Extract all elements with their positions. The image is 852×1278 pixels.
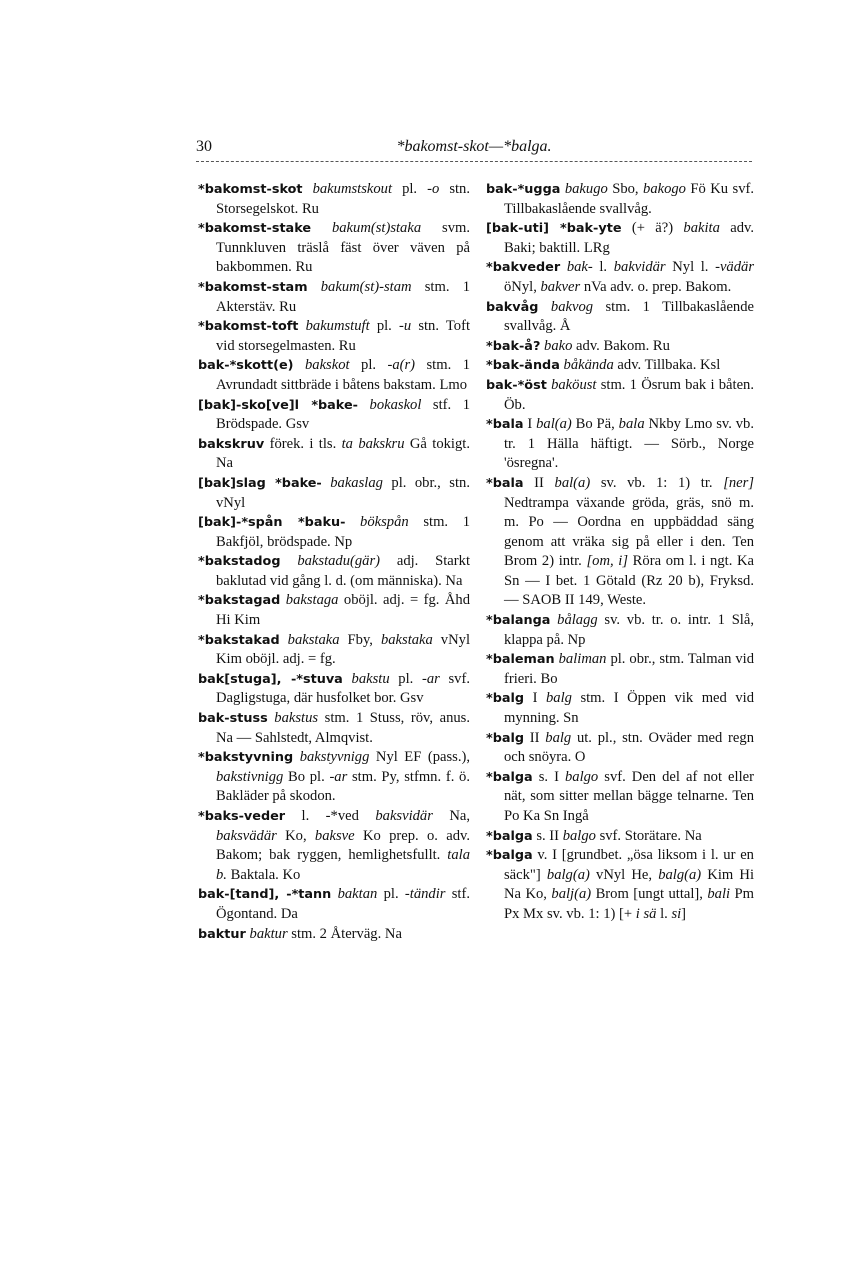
- entry-headword: *bak-ända: [486, 358, 560, 374]
- entry-headword: [bak]slag *bake-: [198, 475, 322, 491]
- entry-text: svf. Dagligstuga, där husfolket bor. Gsv: [216, 670, 470, 707]
- entry-dialect-form: tala b.: [216, 847, 470, 883]
- entry-dialect-form: bakver: [540, 278, 581, 295]
- entry-text: s. II: [536, 827, 563, 844]
- dictionary-entry: [198, 591, 470, 630]
- entry-dialect-form: bakum(st)-stam: [320, 278, 412, 295]
- entry-headword: bak-stuss: [198, 711, 268, 727]
- dictionary-entry: [198, 709, 470, 748]
- dictionary-entry: [198, 885, 470, 924]
- running-head: *bakomst-skot—*balga.: [396, 138, 552, 155]
- dictionary-entry: [486, 258, 754, 297]
- entry-text: stm. 2 Återväg. Na: [287, 925, 402, 942]
- dictionary-entry: [486, 846, 754, 924]
- entry-text: svf. Den del af not eller nät, som sitter mellan bägge telnarne. Ten Po Ka Sn Ingå: [504, 768, 754, 824]
- entry-text: Pm Px Mx sv. vb. 1: 1) [+: [504, 886, 754, 922]
- entry-dialect-form: si: [671, 905, 682, 922]
- entry-dialect-form: baktan: [337, 886, 378, 903]
- entry-text: pl.: [389, 670, 422, 687]
- entry-text: pl.: [377, 886, 405, 903]
- entry-dialect-form: bakstaga: [285, 592, 339, 609]
- entry-text: l.: [656, 905, 672, 922]
- entry-dialect-form: -ar: [421, 670, 440, 687]
- entry-dialect-form: bakugo: [564, 181, 608, 197]
- header-rule: [196, 161, 752, 162]
- dictionary-entry: [486, 298, 754, 337]
- entry-text: Nyl EF (pass.),: [369, 749, 470, 766]
- entry-dialect-form: balg(a): [658, 866, 702, 883]
- dictionary-entry: [198, 317, 470, 356]
- entry-dialect-form: balgo: [564, 768, 599, 785]
- dictionary-entry: [486, 827, 754, 847]
- dictionary-entry: [198, 278, 470, 317]
- entry-text: Gå tokigt. Na: [216, 435, 470, 472]
- entry-text: nVa adv. o. prep. Bakom.: [580, 278, 732, 295]
- entry-headword: *balga: [486, 828, 533, 844]
- entry-text: stf. 1 Brödspade. Gsv: [216, 396, 470, 433]
- entry-dialect-form: baksvidär: [375, 808, 433, 824]
- entry-text: pl.: [392, 181, 428, 197]
- dictionary-entry: [486, 729, 754, 768]
- entry-headword: *bakstadog: [198, 554, 281, 570]
- entry-text: stm. I Öppen vik med vid mynning. Sn: [504, 690, 754, 727]
- entry-text: stn. Storsegelskot. Ru: [216, 181, 470, 217]
- entry-headword: [bak]-*spån *baku-: [198, 515, 346, 531]
- entry-text: Nkby Lmo sv. vb. tr. 1 Hälla häftigt. — Sörb., Norge 'ösregna'.: [504, 416, 754, 472]
- entry-dialect-form: balg: [545, 729, 572, 746]
- dictionary-entry: [486, 768, 754, 827]
- entry-text: l.: [592, 259, 614, 276]
- entry-dialect-form: baksvädär: [216, 827, 277, 844]
- entry-headword: *balanga: [486, 613, 551, 629]
- entry-text: stf. Ögontand. Da: [216, 886, 470, 922]
- entry-text: Kim Hi Na Ko,: [504, 866, 754, 903]
- entry-dialect-form: bakstu: [351, 670, 390, 687]
- entry-dialect-form: bakogo: [643, 181, 686, 197]
- entry-dialect-form: båkända: [563, 357, 614, 374]
- dictionary-entry: [486, 689, 754, 728]
- entry-dialect-form: bakstivnigg: [216, 768, 284, 785]
- entry-text: sv. vb. 1: 1) tr.: [590, 474, 724, 491]
- page-header: [196, 138, 752, 160]
- entry-headword: bakskruv: [198, 436, 265, 452]
- entry-text: Ko prep. o. adv. Bakom; bak ryggen, hemlighetsfullt.: [216, 827, 470, 864]
- entry-text: Nedtrampa växande gröda, gräs, snö m. m. Po — Oordna en uppbäddad säng genom att vräka sig på eller i den. Ten Brom 2) intr.: [504, 494, 754, 570]
- entry-text: pl. obr., stn. vNyl: [216, 474, 470, 511]
- dictionary-entry: [486, 356, 754, 376]
- entry-text: Röra om l. i ngt. Ka Sn — I bet. 1 Götald (Rz 20 b), Fryksd. — SAOB II 149, Weste.: [504, 553, 755, 609]
- entry-text: stm. 1 Ösrum bak i båten. Öb.: [504, 376, 754, 413]
- entry-text: II: [529, 729, 546, 746]
- entry-dialect-form: bakaslag: [330, 474, 383, 491]
- entry-text: I: [532, 690, 546, 707]
- entry-dialect-form: bakvidär: [613, 259, 666, 276]
- entry-dialect-form: balgo: [562, 827, 596, 844]
- dictionary-entry: [198, 474, 470, 513]
- entry-dialect-form: baköust: [551, 376, 597, 393]
- dictionary-entry: [198, 435, 470, 474]
- entry-dialect-form: bålagg: [557, 612, 598, 629]
- entry-dialect-form: -u: [398, 318, 412, 335]
- dictionary-entry: [486, 376, 754, 415]
- entry-text: adv. Tillbaka. Ksl: [613, 357, 721, 374]
- entry-dialect-form: -vädär: [715, 259, 755, 276]
- entry-dialect-form: bökspån: [360, 514, 409, 531]
- entry-headword: bak-[tand], -*tann: [198, 887, 332, 903]
- entry-dialect-form: bakstyvnigg: [299, 749, 370, 766]
- entry-headword: [bak]-sko[ve]l *bake-: [198, 397, 358, 413]
- dictionary-entry: [486, 180, 754, 219]
- entry-text: stm. 1 Stuss, röv, anus. Na — Sahlstedt, Almqvist.: [216, 710, 470, 746]
- entry-text: pl. obr., stm. Talman vid frieri. Bo: [504, 651, 754, 687]
- entry-text: Bo Pä,: [571, 416, 619, 433]
- entry-text: vNyl He,: [589, 866, 659, 883]
- dictionary-entry: [486, 337, 754, 357]
- entry-dialect-form: [ner]: [723, 474, 754, 491]
- entry-text: svm. Tunnkluven träslå fäst över väven på bakbommen. Ru: [216, 220, 470, 276]
- entry-dialect-form: i sä: [635, 905, 657, 922]
- entry-text: II: [534, 474, 555, 491]
- entry-text: Ko,: [276, 827, 315, 844]
- entry-dialect-form: -a(r): [387, 357, 416, 374]
- entry-dialect-form: [om, i]: [586, 553, 629, 570]
- dictionary-entry: [198, 748, 470, 807]
- right-column: [486, 180, 754, 925]
- entry-text: stm. 1 Tillbakaslående svallvåg. Å: [504, 298, 754, 335]
- entry-dialect-form: bakita: [683, 220, 720, 237]
- entry-dialect-form: bakstus: [274, 710, 319, 727]
- entry-text: förek. i tls.: [269, 435, 342, 452]
- entry-text: (+ ä?): [631, 220, 684, 237]
- left-column: [198, 180, 470, 944]
- entry-dialect-form: ta bakskru: [341, 435, 405, 452]
- entry-headword: bak-*öst: [486, 377, 547, 393]
- entry-text: Baktala. Ko: [226, 866, 301, 883]
- entry-text: stn. Toft vid storsegelmasten. Ru: [216, 318, 470, 354]
- entry-text: stm. 1 Akterstäv. Ru: [216, 278, 470, 315]
- entry-text: stm. Py, stfmn. f. ö. Bakläder på skodon.: [216, 768, 470, 805]
- dictionary-entry: [198, 180, 470, 219]
- entry-dialect-form: bakskot: [304, 357, 350, 374]
- entry-text: Fby,: [339, 631, 381, 648]
- entry-text: öNyl,: [504, 278, 541, 295]
- entry-dialect-form: -ar: [329, 768, 348, 785]
- entry-text: Brom [ungt uttal],: [591, 886, 708, 903]
- entry-text: Nyl l.: [665, 259, 716, 276]
- entry-headword: *bakstagad: [198, 593, 281, 609]
- entry-dialect-form: bakumstuft: [305, 318, 370, 335]
- entry-headword: *balga: [486, 769, 533, 785]
- entry-dialect-form: bokaskol: [369, 396, 422, 413]
- entry-dialect-form: bak-: [566, 259, 593, 276]
- entry-text: s. I: [538, 768, 565, 785]
- entry-text: adv. Baki; baktill. LRg: [504, 220, 754, 256]
- dictionary-entry: [198, 219, 470, 278]
- entry-dialect-form: bakstaka: [380, 631, 433, 648]
- dictionary-entry: [198, 631, 470, 670]
- entry-dialect-form: baksve: [314, 827, 355, 844]
- entry-headword: *balg: [486, 730, 525, 746]
- entry-headword: *bakomst-stake: [198, 221, 312, 237]
- dictionary-entry: [198, 807, 470, 885]
- entry-dialect-form: bakstaka: [287, 631, 340, 648]
- entry-dialect-form: bali: [707, 886, 731, 903]
- dictionary-entry: [486, 650, 754, 689]
- entry-headword: *bakstyvning: [198, 750, 294, 766]
- entry-headword: bak-*skott(e): [198, 358, 294, 374]
- entry-dialect-form: bal(a): [554, 474, 591, 491]
- entry-dialect-form: balg: [545, 690, 572, 707]
- entry-headword: *bakomst-skot: [198, 182, 303, 197]
- entry-text: pl.: [369, 318, 399, 335]
- entry-text: pl.: [349, 357, 388, 374]
- entry-headword: bakvåg: [486, 299, 539, 315]
- entry-dialect-form: bal(a): [536, 416, 572, 433]
- dictionary-entry: [198, 670, 470, 709]
- entry-headword: *balg: [486, 691, 525, 707]
- entry-headword: *bakveder: [486, 260, 561, 276]
- entry-text: ]: [681, 905, 687, 922]
- entry-headword: *bakstakad: [198, 632, 280, 648]
- dictionary-entry: [486, 611, 754, 650]
- entry-dialect-form: bakum(st)staka: [331, 220, 422, 237]
- entry-text: svf. Storätare. Na: [595, 827, 702, 844]
- entry-dialect-form: -o: [427, 181, 440, 197]
- entry-headword: *balga: [486, 848, 533, 864]
- dictionary-entry: [198, 396, 470, 435]
- entry-text: Sbo,: [607, 181, 644, 197]
- entry-dialect-form: baktur: [249, 925, 288, 942]
- dictionary-entry: [198, 925, 470, 945]
- entry-headword: baktur: [198, 926, 246, 942]
- entry-text: ut. pl., stn. Oväder med regn och snöyra. O: [504, 729, 754, 766]
- entry-dialect-form: bakstadu(gär): [297, 553, 381, 570]
- entry-text: v. I [grundbet. „ösa liksom i l. ur en säck"]: [504, 847, 754, 883]
- entry-headword: *baks-veder: [198, 809, 286, 824]
- entry-headword: *bakomst-toft: [198, 319, 299, 335]
- entry-dialect-form: bakvog: [550, 298, 594, 315]
- dictionary-entry: [486, 474, 754, 611]
- entry-text: Na,: [432, 808, 470, 824]
- dictionary-entry: [198, 356, 470, 395]
- entry-text: Bo pl.: [283, 768, 330, 785]
- page-number: 30: [196, 138, 212, 155]
- entry-dialect-form: -tändir: [404, 886, 446, 903]
- entry-headword: *baleman: [486, 652, 555, 668]
- entry-text: sv. vb. tr. o. intr. 1 Slå, klappa på. Np: [504, 612, 754, 648]
- entry-text: oböjl. adj. = fg. Åhd Hi Kim: [216, 592, 470, 629]
- entry-dialect-form: bakumstskout: [312, 181, 393, 197]
- entry-text: adj. Starkt baklutad vid gång l. d. (om människa). Na: [216, 553, 470, 589]
- entry-dialect-form: baliman: [558, 651, 607, 668]
- entry-text: I: [527, 416, 537, 433]
- entry-dialect-form: balg(a): [546, 866, 590, 883]
- entry-text: adv. Bakom. Ru: [572, 337, 670, 354]
- dictionary-entry: [486, 219, 754, 258]
- entry-headword: bak[stuga], -*stuva: [198, 671, 343, 687]
- entry-text: vNyl Kim oböjl. adj. = fg.: [216, 631, 470, 668]
- entry-headword: *bala: [486, 475, 524, 491]
- entry-headword: *bak-å?: [486, 338, 541, 354]
- entry-text: stm. 1 Bakfjöl, brödspade. Np: [216, 514, 471, 550]
- dictionary-entry: [198, 552, 470, 591]
- entry-headword: *bakomst-stam: [198, 279, 308, 295]
- entry-headword: bak-*ugga: [486, 182, 561, 197]
- entry-headword: *bala: [486, 417, 524, 433]
- entry-text: Fö Ku svf. Tillbakaslående svallvåg.: [504, 181, 754, 217]
- dictionary-entry: [486, 415, 754, 474]
- dictionary-entry: [198, 513, 470, 552]
- entry-dialect-form: bako: [544, 337, 573, 354]
- entry-text: stm. 1 Avrundadt sittbräde i båtens bakstam. Lmo: [216, 357, 470, 393]
- entry-dialect-form: balj(a): [551, 886, 592, 903]
- entry-headword: [bak-uti] *bak-yte: [486, 221, 622, 237]
- entry-text: l. -*ved: [301, 808, 376, 824]
- entry-dialect-form: bala: [618, 416, 645, 433]
